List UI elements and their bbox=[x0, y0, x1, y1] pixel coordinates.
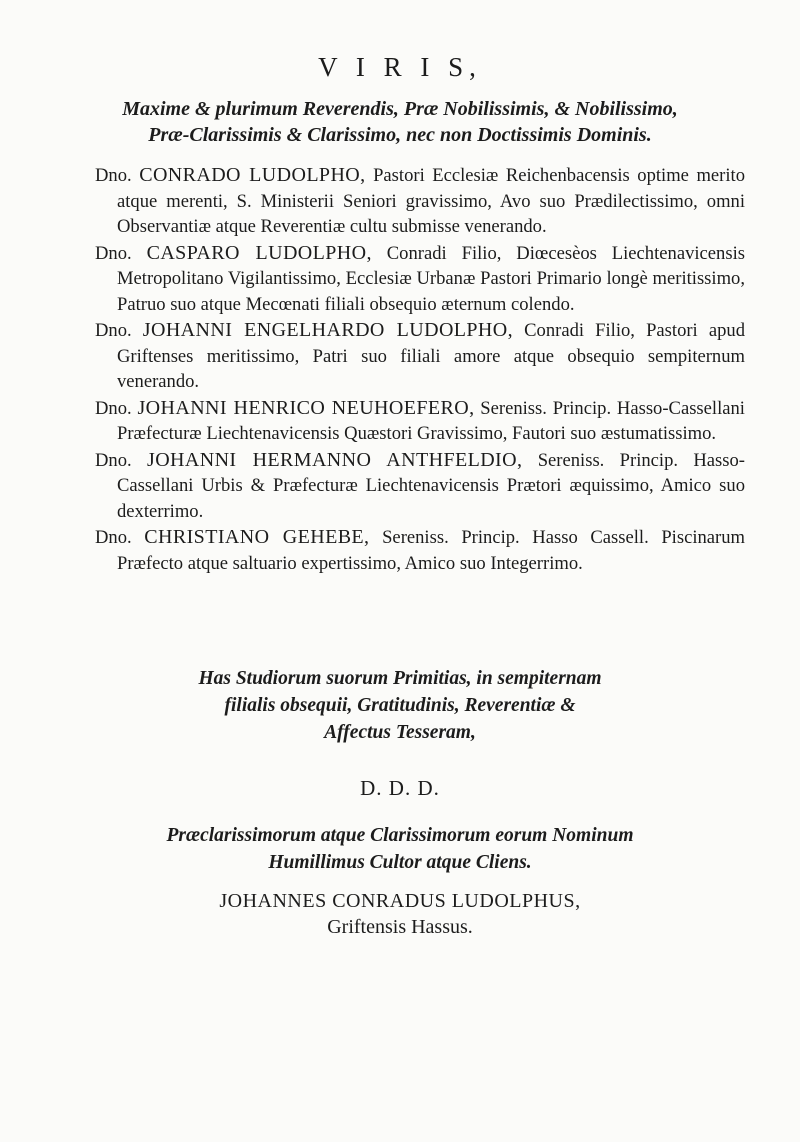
entry-name: CASPARO LUDOLPHO, bbox=[146, 241, 372, 264]
client-text bbox=[0, 822, 800, 876]
entry-text: Sereniss. Princip. Hasso-Cassellani Urbis & Præfecturæ Liechtenavicensis Prætori æquissimo, Amico suo dexterrimo. bbox=[117, 449, 745, 522]
entry-name: JOHANNI HERMANNO ANTHFELDIO, bbox=[147, 448, 523, 471]
dedicatee-entry bbox=[95, 318, 745, 395]
entry-name: CONRADO LUDOLPHO, bbox=[139, 164, 366, 186]
dedication-formula: D. D. D. bbox=[360, 776, 440, 800]
dedicatee-entry bbox=[95, 163, 745, 240]
entry-title: Dno. bbox=[95, 449, 132, 471]
tribute-line: Affectus Tesseram, bbox=[324, 722, 476, 743]
entry-text: Conradi Filio, Diœcesèos Liechtenavicensis Metropolitano Vigilantissimo, Ecclesiæ Urbanæ Pastori Primario longè meritissimo, Patruo suo atque Mecœnati filiali obsequio æternum colendo. bbox=[117, 242, 745, 315]
dedication-line: Præ-Clarissimis & Clarissimo, nec non Doctissimis Dominis. bbox=[148, 124, 652, 146]
dedicatee-entry bbox=[95, 241, 745, 318]
dedication-address bbox=[0, 96, 800, 148]
dedicatee-entry bbox=[95, 396, 745, 447]
author-name: JOHANNES CONRADUS LUDOLPHUS, bbox=[219, 890, 581, 912]
tribute-line: filialis obsequii, Gratitudinis, Reverentiæ & bbox=[224, 695, 576, 716]
entry-text: Sereniss. Princip. Hasso-Cassellani Præfecturæ Liechtenavicensis Quæstori Gravissimo, Fautori suo æstumatissimo. bbox=[117, 397, 745, 444]
entry-title: Dno. bbox=[95, 320, 132, 341]
tribute-text bbox=[0, 665, 800, 746]
entry-text: Conradi Filio, Pastori apud Griftenses meritissimo, Patri suo filiali amore atque obsequio sempiternum venerando. bbox=[117, 320, 745, 392]
page-heading: V I R I S, bbox=[318, 52, 482, 82]
entry-text: Sereniss. Princip. Hasso Cassell. Piscinarum Præfecto atque saltuario expertissimo, Amico suo Integerrimo. bbox=[117, 527, 746, 574]
dedicatee-entry bbox=[95, 525, 745, 576]
entry-title: Dno. bbox=[95, 242, 132, 264]
entry-title: Dno. bbox=[95, 397, 132, 419]
client-line: Præclarissimorum atque Clarissimorum eorum Nominum bbox=[166, 825, 634, 846]
client-line: Humillimus Cultor atque Cliens. bbox=[268, 852, 532, 873]
entry-name: CHRISTIANO GEHEBE, bbox=[144, 526, 370, 548]
tribute-line: Has Studiorum suorum Primitias, in sempiternam bbox=[198, 668, 602, 689]
author-origin: Griftensis Hassus. bbox=[327, 916, 473, 938]
entry-title: Dno. bbox=[95, 527, 132, 548]
entry-name: JOHANNI HENRICO NEUHOEFERO, bbox=[137, 396, 475, 419]
entry-title: Dno. bbox=[95, 165, 132, 186]
dedicatee-entry bbox=[95, 448, 745, 525]
author-signature bbox=[0, 888, 800, 940]
dedicatee-list bbox=[95, 163, 745, 577]
entry-name: JOHANNI ENGELHARDO LUDOLPHO, bbox=[142, 319, 514, 341]
entry-text: Pastori Ecclesiæ Reichenbacensis optime merito atque merenti, S. Ministerii Seniori gravissimo, Avo suo Prædilectissimo, omni Observantiæ atque Reverentiæ cultu submisse venerando. bbox=[117, 165, 745, 237]
dedication-line: Maxime & plurimum Reverendis, Præ Nobilissimis, & Nobilissimo, bbox=[122, 98, 678, 120]
